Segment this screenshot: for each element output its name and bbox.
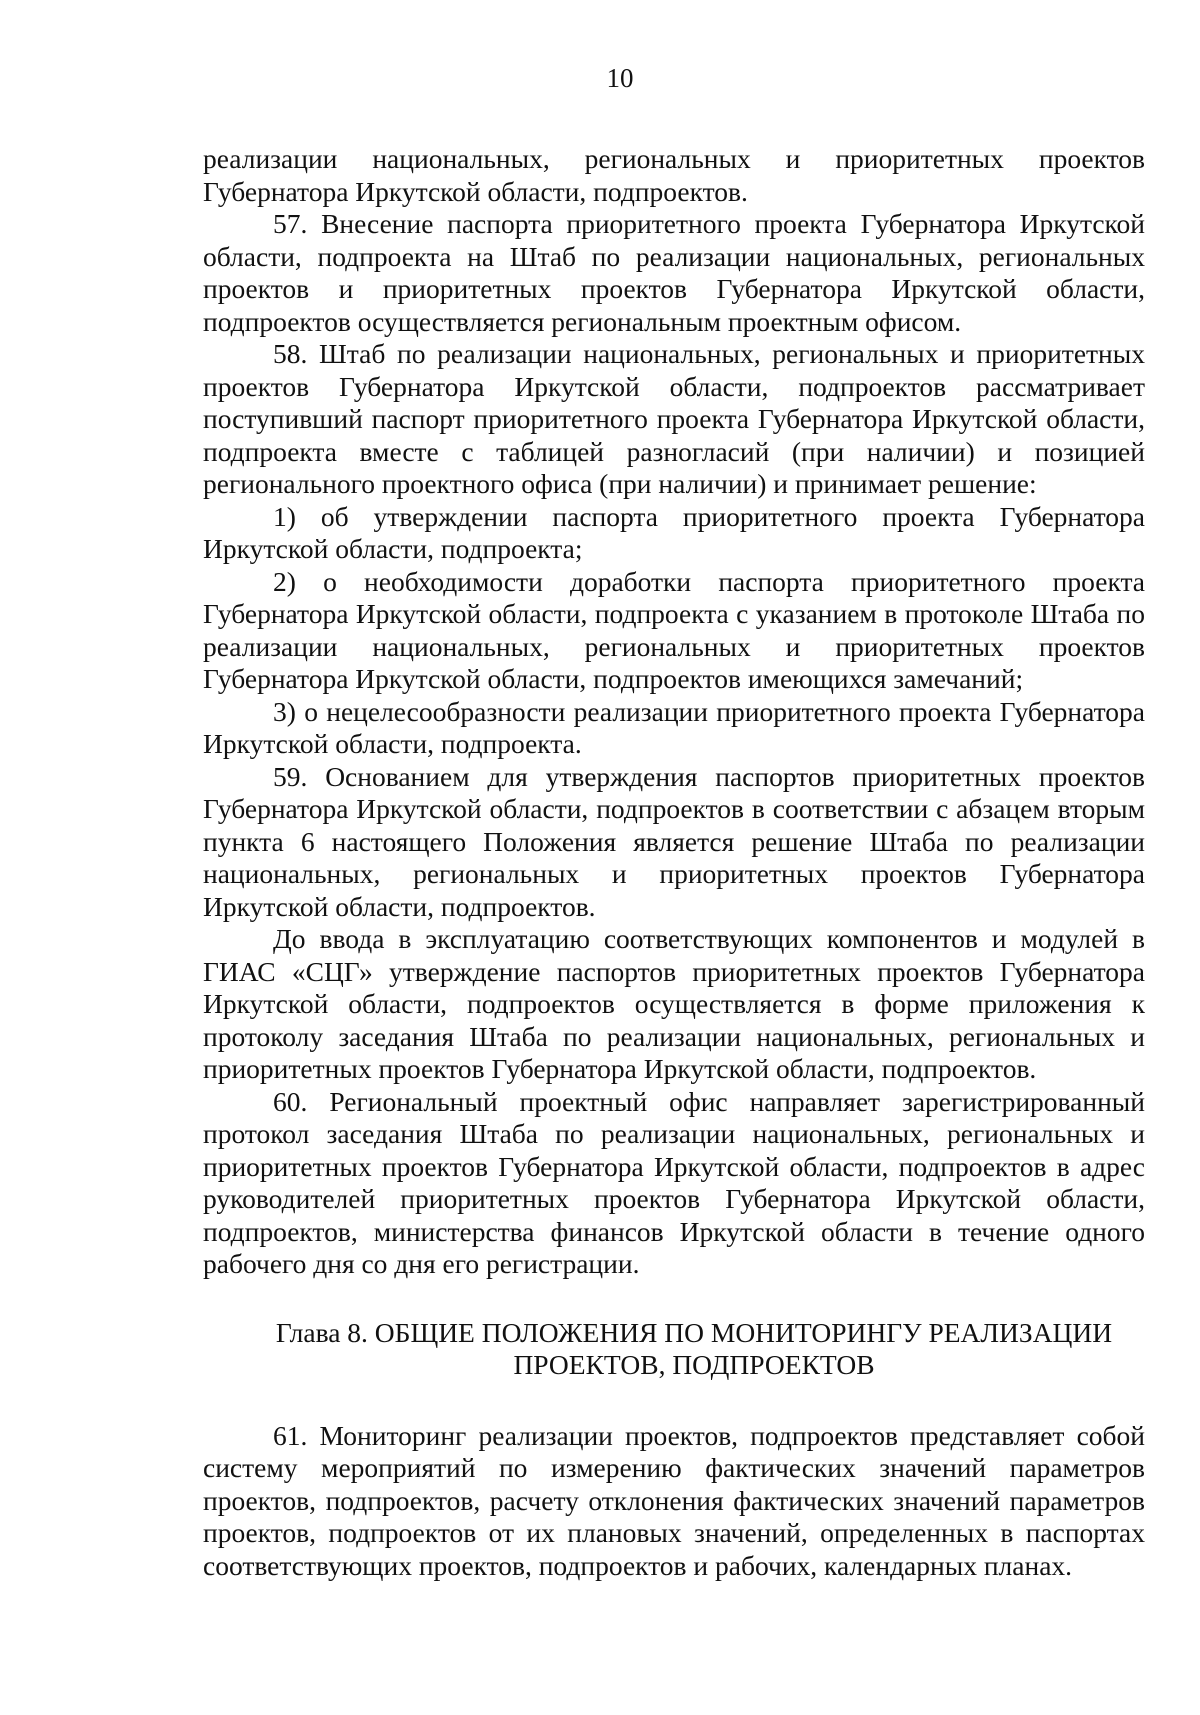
page-number: 10 [606,63,634,93]
paragraph-item-60: 60. Региональный проектный офис направляет зарегистрированный протокол заседания Штаба по реализации национальных, региональных и приоритетных проектов Губернатора Иркутской области, подпроектов в адрес руководителей приоритетных проектов Губернатора Иркутской области, подпроектов, министерства финансов Иркутской области в течение одного рабочего дня со дня его регистрации. [203,1085,1145,1279]
paragraph-item-61: 61. Мониторинг реализации проектов, подпроектов представляет собой систему мероприятий по измерению фактических значений параметров проектов, подпроектов, расчету отклонения фактических значений параметров проектов, подпроектов от их плановых значений, определенных в паспортах соответствующих проектов, подпроектов и рабочих, календарных планах. [203,1419,1145,1581]
paragraph-continuation: реализации национальных, региональных и приоритетных проектов Губернатора Иркутской области, подпроектов. [203,143,1145,207]
chapter-heading [203,1317,1145,1382]
document-body [203,143,1145,1582]
paragraph-item-58: 58. Штаб по реализации национальных, региональных и приоритетных проектов Губернатора Иркутской области, подпроектов рассматривает поступивший паспорт приоритетного проекта Губернатора Иркутской области, подпроекта вместе с таблицей разногласий (при наличии) и позицией регионального проектного офиса (при наличии) и принимает решение: [203,338,1145,499]
paragraph-item-59: 59. Основанием для утверждения паспортов приоритетных проектов Губернатора Иркутской области, подпроектов в соответствии с абзацем вторым пункта 6 настоящего Положения является решение Штаба по реализации национальных, региональных и приоритетных проектов Губернатора Иркутской области, подпроектов. [203,760,1145,922]
chapter-heading-line-1: Глава 8. ОБЩИЕ ПОЛОЖЕНИЯ ПО МОНИТОРИНГУ РЕАЛИЗАЦИИ [275,1316,1113,1348]
chapter-heading-line-2: ПРОЕКТОВ, ПОДПРОЕКТОВ [513,1349,875,1380]
paragraph-subitem-1: 1) об утверждении паспорта приоритетного проекта Губернатора Иркутской области, подпроекта; [203,500,1145,564]
paragraph-gias: До ввода в эксплуатацию соответствующих компонентов и модулей в ГИАС «СЦГ» утверждение паспортов приоритетных проектов Губернатора Иркутской области, подпроектов осуществляется в форме приложения к протоколу заседания Штаба по реализации национальных, региональных и приоритетных проектов Губернатора Иркутской области, подпроектов. [203,923,1145,1084]
paragraph-item-57: 57. Внесение паспорта приоритетного проекта Губернатора Иркутской области, подпроекта на Штаб по реализации национальных, региональных проектов и приоритетных проектов Губернатора Иркутской области, подпроектов осуществляется региональным проектным офисом. [203,208,1145,337]
paragraph-subitem-2: 2) о необходимости доработки паспорта приоритетного проекта Губернатора Иркутской области, подпроекта с указанием в протоколе Штаба по реализации национальных, региональных и приоритетных проектов Губернатора Иркутской области, подпроектов имеющихся замечаний; [203,565,1145,694]
paragraph-subitem-3: 3) о нецелесообразности реализации приоритетного проекта Губернатора Иркутской области, подпроекта. [203,695,1145,759]
